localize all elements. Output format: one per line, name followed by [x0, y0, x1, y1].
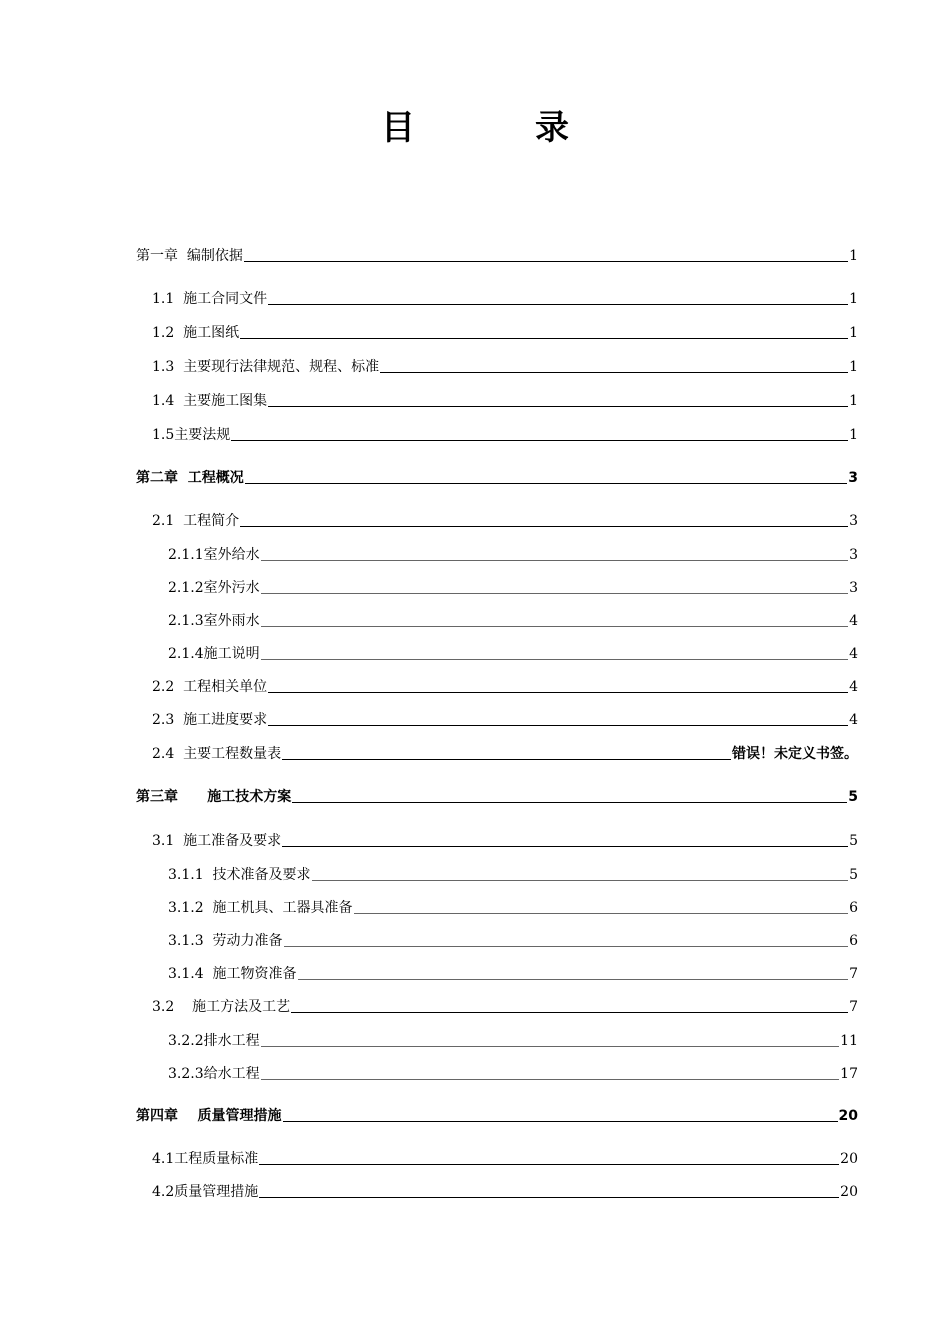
toc-entry-page-number: 3 [848, 470, 858, 486]
toc-entry-label: 2.1.1室外给水 [168, 547, 260, 563]
toc-entry[interactable] [168, 544, 858, 564]
toc-leader-line [259, 1164, 839, 1165]
toc-entry[interactable] [168, 963, 858, 983]
toc-entry[interactable] [152, 322, 858, 342]
toc-leader-line [268, 304, 848, 305]
toc-leader-line [261, 1079, 840, 1080]
toc-entry[interactable] [168, 643, 858, 663]
toc-leader-line [312, 880, 849, 881]
toc-entry-page-number: 20 [840, 1151, 858, 1167]
toc-entry-page-number: 1 [849, 325, 858, 341]
toc-entry-label: 3.1.1 技术准备及要求 [168, 867, 311, 883]
toc-entry[interactable] [136, 467, 858, 487]
toc-entry-label: 第二章 工程概况 [136, 470, 244, 486]
toc-entry-label: 3.2.3给水工程 [168, 1066, 260, 1082]
toc-leader-line [380, 372, 848, 373]
toc-entry-label: 第三章 施工技术方案 [136, 789, 292, 805]
toc-leader-line [268, 692, 848, 693]
toc-leader-line [244, 261, 848, 262]
toc-leader-line [292, 802, 847, 803]
toc-entry-page-number: 4 [849, 646, 858, 662]
toc-entry-page-number: 3 [849, 580, 858, 596]
toc-leader-line [282, 846, 848, 847]
toc-entry-page-number: 4 [849, 613, 858, 629]
toc-entry-page-number: 5 [849, 833, 858, 849]
toc-leader-line [298, 979, 849, 980]
toc-leader-line [245, 483, 848, 484]
toc-entry-label: 2.1.2室外污水 [168, 580, 260, 596]
toc-entry-page-number: 6 [849, 933, 858, 949]
toc-leader-line [282, 759, 731, 760]
toc-entry-label: 3.2.2排水工程 [168, 1033, 260, 1049]
toc-entry-label: 4.1工程质量标准 [152, 1151, 259, 1167]
toc-entry-page-number: 7 [849, 999, 858, 1015]
toc-leader-line [283, 1121, 838, 1122]
toc-leader-line [259, 1197, 839, 1198]
toc-entry-label: 第一章 编制依据 [136, 248, 243, 264]
toc-leader-line [240, 338, 848, 339]
toc-entry[interactable] [152, 1181, 858, 1201]
toc-entry-label: 2.1.3室外雨水 [168, 613, 260, 629]
toc-entry[interactable] [168, 864, 858, 884]
toc-entry-label: 第四章 质量管理措施 [136, 1108, 282, 1124]
toc-entry-page-number: 错误！未定义书签。 [732, 746, 858, 762]
toc-entry-label: 2.1 工程简介 [152, 513, 240, 529]
toc-entry[interactable] [168, 610, 858, 630]
toc-entry[interactable] [152, 288, 858, 308]
toc-entry[interactable] [152, 996, 858, 1016]
toc-entry-label: 3.1.2 施工机具、工器具准备 [168, 900, 353, 916]
toc-entry-page-number: 3 [849, 547, 858, 563]
toc-entry-page-number: 5 [848, 789, 858, 805]
toc-leader-line [261, 1046, 840, 1047]
toc-entry-label: 1.4 主要施工图集 [152, 393, 268, 409]
toc-entry-label: 2.3 施工进度要求 [152, 712, 268, 728]
toc-leader-line [261, 593, 848, 594]
toc-entry[interactable] [152, 709, 858, 729]
toc-entry-label: 2.1.4施工说明 [168, 646, 260, 662]
toc-entry[interactable] [152, 830, 858, 850]
toc-entry[interactable] [136, 786, 858, 806]
toc-entry-label: 1.2 施工图纸 [152, 325, 240, 341]
toc-entry-label: 2.2 工程相关单位 [152, 679, 268, 695]
toc-entry[interactable] [152, 743, 858, 763]
toc-entry-page-number: 20 [840, 1184, 858, 1200]
toc-entry[interactable] [168, 930, 858, 950]
toc-entry-page-number: 1 [849, 248, 858, 264]
toc-entry-label: 3.1.4 施工物资准备 [168, 966, 297, 982]
toc-entry-label: 4.2质量管理措施 [152, 1184, 259, 1200]
toc-entry[interactable] [168, 1063, 858, 1083]
toc-entry[interactable] [168, 897, 858, 917]
toc-entry-label: 3.2 施工方法及工艺 [152, 999, 291, 1015]
toc-entry-page-number: 1 [849, 291, 858, 307]
toc-entry[interactable] [152, 676, 858, 696]
toc-entry-page-number: 4 [849, 679, 858, 695]
toc-entry-page-number: 6 [849, 900, 858, 916]
toc-entry-page-number: 20 [838, 1108, 858, 1124]
toc-entry[interactable] [152, 424, 858, 444]
toc-leader-line [261, 659, 848, 660]
toc-entry[interactable] [168, 1030, 858, 1050]
toc-entry[interactable] [152, 390, 858, 410]
toc-entry-page-number: 1 [849, 393, 858, 409]
toc-entry[interactable] [168, 577, 858, 597]
toc-leader-line [284, 946, 849, 947]
toc-entry-label: 1.5主要法规 [152, 427, 231, 443]
toc-leader-line [268, 725, 848, 726]
toc-leader-line [261, 560, 848, 561]
toc-entry-label: 3.1.3 劳动力准备 [168, 933, 283, 949]
toc-entry-page-number: 1 [849, 359, 858, 375]
toc-entry-page-number: 4 [849, 712, 858, 728]
title-char-2: 录 [535, 108, 569, 148]
toc-entry-label: 1.3 主要现行法律规范、规程、标准 [152, 359, 380, 375]
toc-leader-line [354, 913, 849, 914]
toc-entry-page-number: 5 [849, 867, 858, 883]
toc-entry-page-number: 1 [849, 427, 858, 443]
toc-leader-line [231, 440, 848, 441]
toc-entry-label: 3.1 施工准备及要求 [152, 833, 282, 849]
toc-entry-page-number: 17 [840, 1066, 858, 1082]
title-char-1: 目 [381, 108, 415, 148]
toc-entry[interactable] [136, 1105, 858, 1125]
toc-entry-page-number: 7 [849, 966, 858, 982]
toc-leader-line [291, 1012, 848, 1013]
toc-entry-page-number: 11 [840, 1033, 858, 1049]
toc-leader-line [240, 526, 848, 527]
toc-entry-label: 1.1 施工合同文件 [152, 291, 268, 307]
toc-leader-line [261, 626, 848, 627]
toc-leader-line [268, 406, 848, 407]
toc-entry[interactable] [136, 245, 858, 265]
toc-entry-label: 2.4 主要工程数量表 [152, 746, 282, 762]
toc-entry[interactable] [152, 356, 858, 376]
toc-entry[interactable] [152, 510, 858, 530]
toc-entry[interactable] [152, 1148, 858, 1168]
page-title [0, 100, 950, 149]
toc-entry-page-number: 3 [849, 513, 858, 529]
